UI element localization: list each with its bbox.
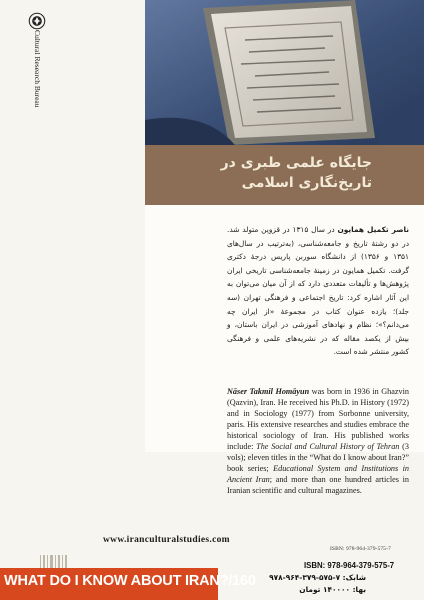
english-bio xyxy=(227,386,409,496)
publisher-name: Cultural Research Bureau xyxy=(33,30,42,108)
publisher-logo-icon xyxy=(28,12,46,30)
english-bio-text-1: was born in 1936 in Ghazvin (Qazvin), Iran. He received his Ph.D. in History (1972) and in Sociology (1977) from Sorbonne university, paris. His extensive researches and studies embrace the historical sociology of Iran. His published works include: xyxy=(227,387,409,452)
series-banner xyxy=(0,568,256,600)
price: بها: ۱۴۰۰۰۰ تومان xyxy=(299,585,366,594)
english-bio-text-2: (3 vols); eleven titles in the “What do I know about Iran?” book series; xyxy=(227,442,409,474)
english-bio-author: Nāser Takmil Homāyun xyxy=(227,387,310,396)
content-panel xyxy=(145,0,424,496)
english-bio-text-3: ; and more than one hundred articles in Iranian scientific and cultural magazines. xyxy=(227,475,409,496)
cover-title-line2: تاریخ‌نگاری اسلامی xyxy=(241,175,372,191)
series-title: WHAT DO I KNOW ABOUT IRAN?/160 xyxy=(4,573,256,589)
isbn-small: ISBN: 978-964-379-575-7 xyxy=(330,546,391,552)
english-bio-work-1: The Social and Cultural History of Tehran xyxy=(256,442,400,452)
gravestone-photo xyxy=(145,0,424,145)
english-bio-work-2: Educational System and Institutions in Ancient Iran xyxy=(227,464,409,485)
isbn-main: ISBN: 978-964-379-575-7 xyxy=(304,561,395,570)
photo-title-band xyxy=(145,145,424,205)
publisher-mark xyxy=(22,10,52,170)
isbn-persian: شابک: ۷-۵۷۵-۳۷۹-۹۶۴-۹۷۸ xyxy=(269,573,366,582)
cover-photo xyxy=(145,0,424,145)
cover-title-line1: جایگاه علمی طبری در xyxy=(220,155,372,171)
persian-bio-text: در سال ۱۳۱۵ در قزوین متولد شد. در دو رشتهٔ تاریخ و جامعه‌شناسی، (به‌ترتیب در سال‌های ۱۳۵۱ و ۱۳۵۶) از دانشگاه سوربن پاریس درجهٔ دکتری گرفت. تکمیل همایون در زمینهٔ جامعه‌شناسی تاریخی ایران پژوهش‌ها و تألیفات متعددی دارد که از آن میان می‌توان به این آثار اشاره کرد: تاریخ اجتماعی و فرهنگی تهران (سه جلد)؛ یازده عنوان کتاب در مجموعهٔ «از ایران چه می‌دانم؟»؛ نظام و نهادهای آموزشی در ایران باستان، و بیش از یکصد مقاله که در نشریه‌های علمی و فرهنگی کشور منتشر شده است. xyxy=(227,225,409,357)
persian-bio xyxy=(227,223,409,359)
persian-bio-author: ناصر تکمیل همایون xyxy=(337,225,410,234)
website-url: www.iranculturalstudies.com xyxy=(103,535,230,545)
